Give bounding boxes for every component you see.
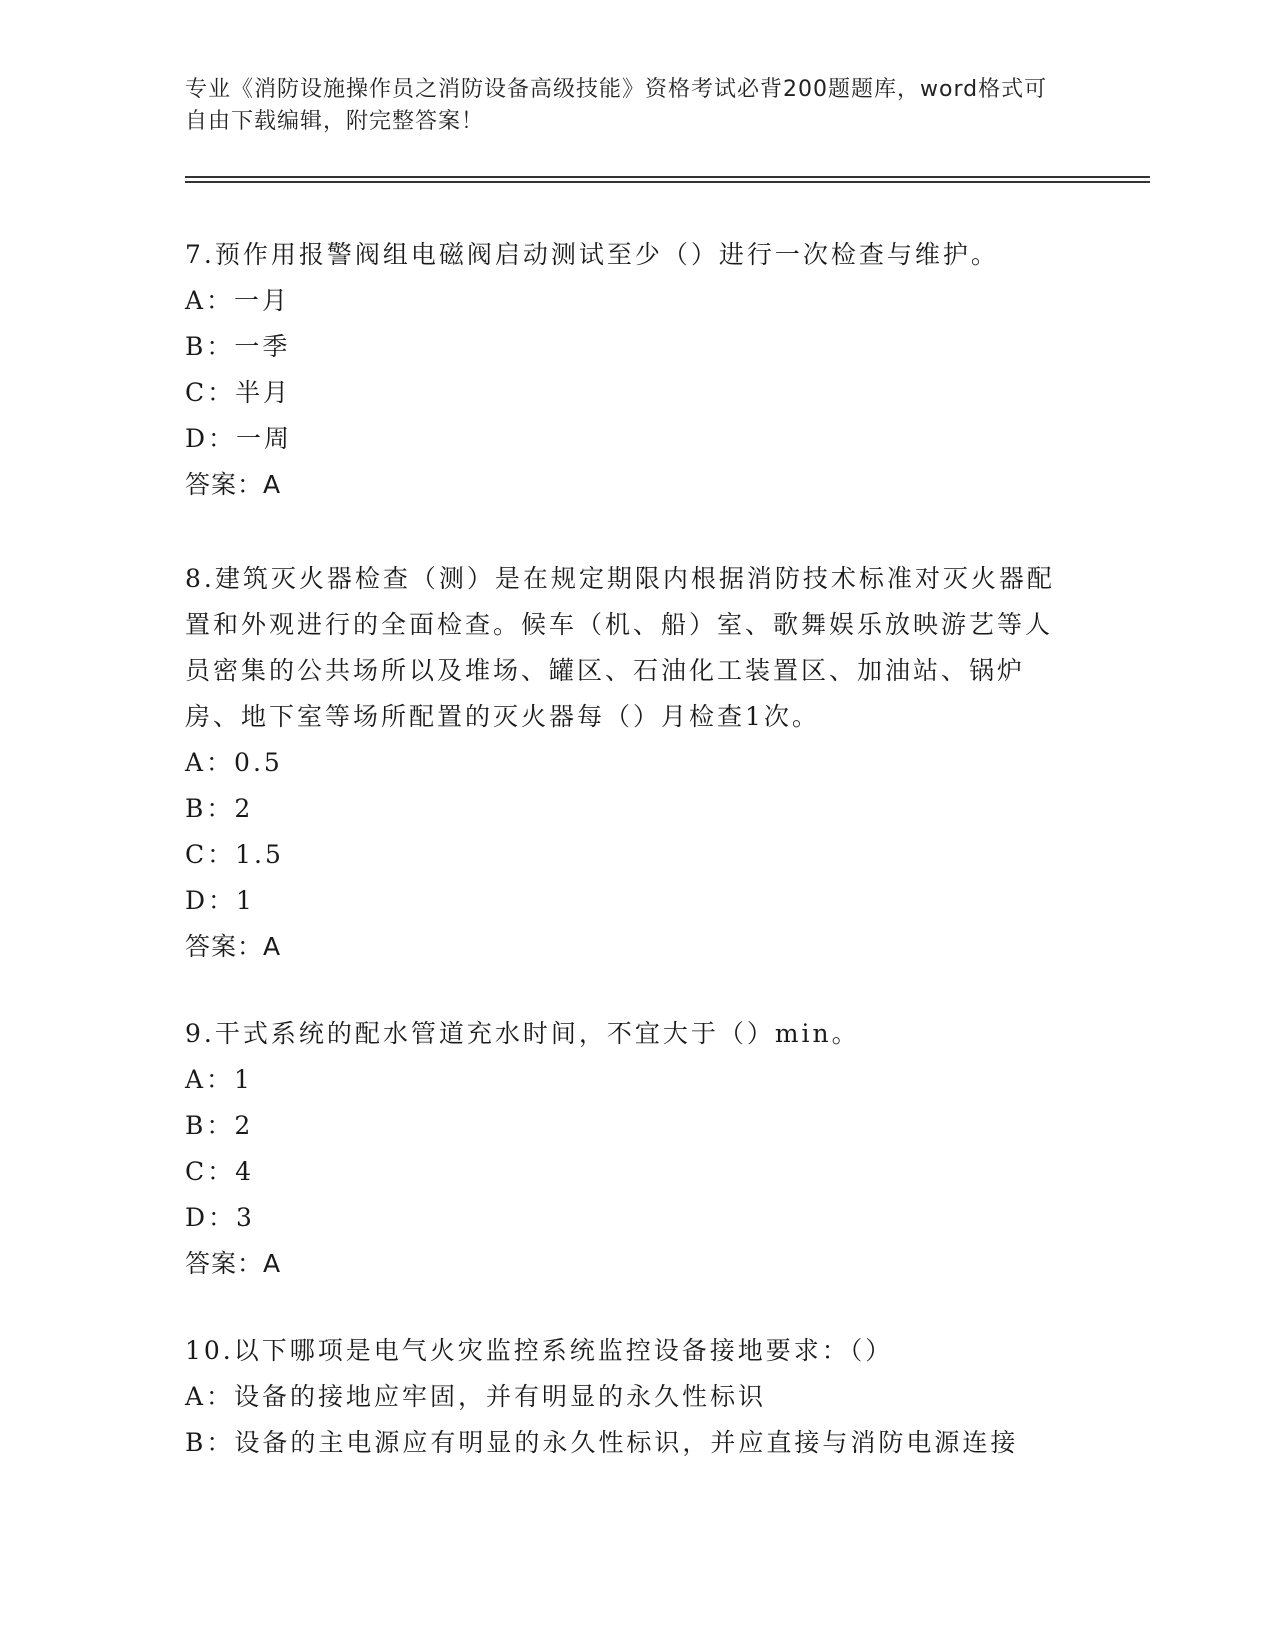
document-header: 专业《消防设施操作员之消防设备高级技能》资格考试必背200题题库，word格式可自由下载编辑，附完整答案！ [185,77,1048,134]
option-d: D：3 [185,1203,255,1232]
option-c: C：1.5 [185,840,284,869]
option-a: A：1 [185,1065,253,1094]
answer-line: 答案：A [185,932,282,961]
question-block [185,556,1065,970]
question-block [185,1328,1065,1466]
header-divider-bottom [185,181,1150,183]
answer-line: 答案：A [185,470,282,499]
option-d: D：一周 [185,424,293,453]
option-b: B：一季 [185,332,291,361]
option-d: D：1 [185,886,255,915]
question-stem: 10.以下哪项是电气火灾监控系统监控设备接地要求：（） [185,1336,894,1365]
option-c: C：4 [185,1157,255,1186]
option-b: B：2 [185,794,254,823]
header-divider-top [185,176,1150,178]
option-a: A：设备的接地应牢固，并有明显的永久性标识 [185,1382,767,1411]
question-stem: 8.建筑灭火器检查（测）是在规定期限内根据消防技术标准对灭火器配置和外观进行的全面检查。候车（机、船）室、歌舞娱乐放映游艺等人员密集的公共场所以及堆场、罐区、石油化工装置区、加油站、锅炉房、地下室等场所配置的灭火器每（）月检查1次。 [185,564,1055,731]
option-b: B：2 [185,1111,254,1140]
question-stem: 9.干式系统的配水管道充水时间，不宜大于（）min。 [185,1019,860,1048]
option-a: A：0.5 [185,748,283,777]
question-block [185,232,1065,508]
question-stem: 7.预作用报警阀组电磁阀启动测试至少（）进行一次检查与维护。 [185,240,999,269]
option-c: C：半月 [185,378,292,407]
answer-line: 答案：A [185,1249,282,1278]
question-block [185,1011,1065,1287]
option-b: B：设备的主电源应有明显的永久性标识，并应直接与消防电源连接 [185,1428,1019,1457]
option-a: A：一月 [185,286,291,315]
